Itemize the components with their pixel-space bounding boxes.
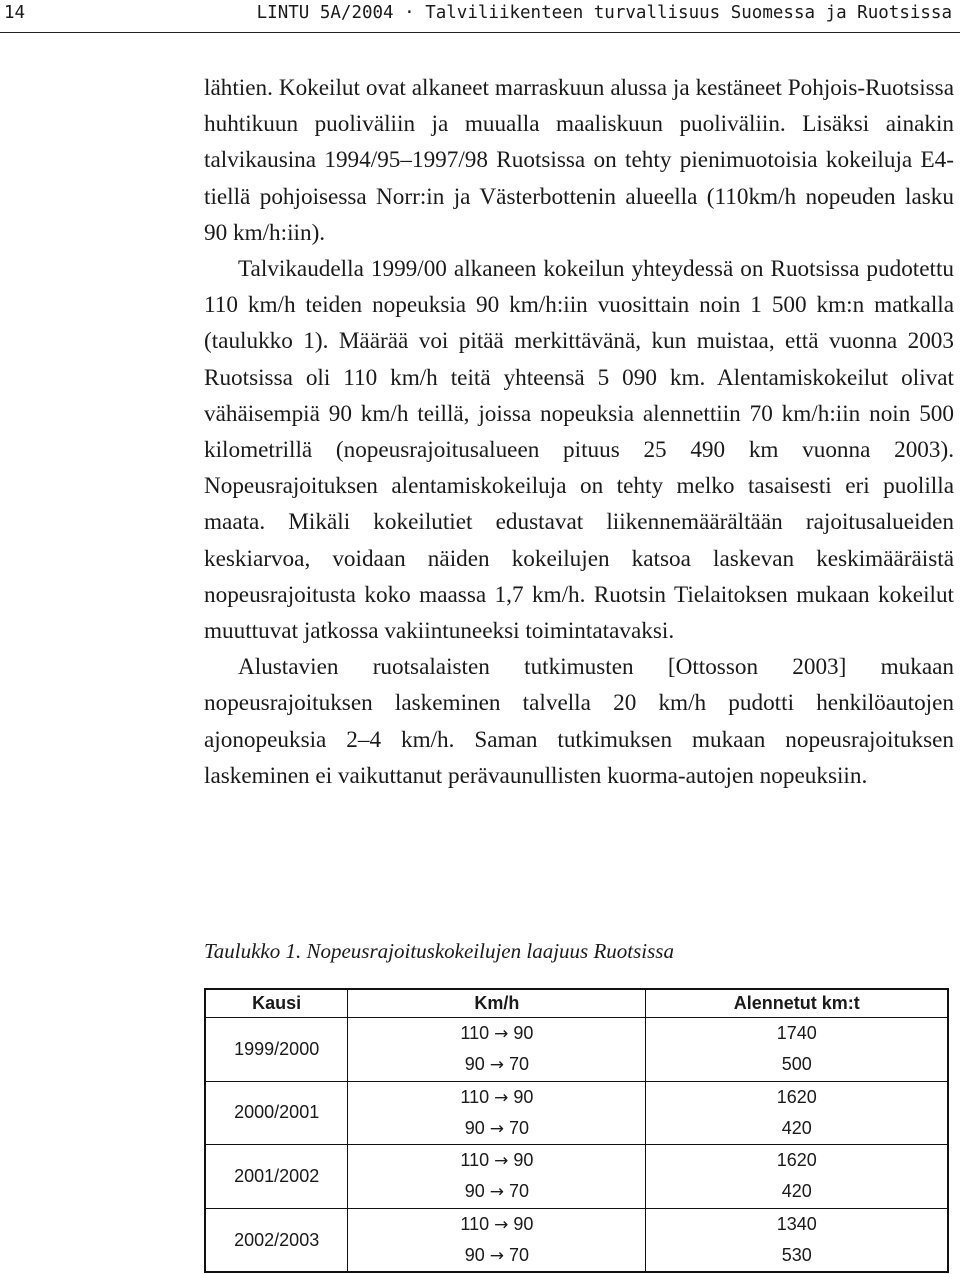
page-number: 14 bbox=[4, 3, 26, 23]
speed-to: 90 bbox=[513, 1213, 534, 1234]
arrow-right-icon: → bbox=[489, 1118, 505, 1139]
km-cell bbox=[646, 1208, 948, 1272]
table-row bbox=[205, 1145, 948, 1209]
table-row bbox=[205, 1018, 948, 1082]
speed-change bbox=[348, 1018, 645, 1049]
speed-from: 90 bbox=[464, 1181, 485, 1202]
speed-from: 90 bbox=[464, 1054, 485, 1075]
speed-to: 90 bbox=[513, 1023, 534, 1043]
reduced-km: 1740 bbox=[776, 1023, 817, 1043]
paragraph: Talvikaudella 1999/00 alkaneen kokeilun yhteydessä on Ruotsissa pudotettu 110 km/h teiden nopeuksia 90 km/h:iin vuosittain noin 1 500 km:n matkalla (taulukko 1). Määrää voi pitää merkittävänä, kun muistaa, että vuonna 2003 Ruotsissa oli 110 km/h teitä yhteensä 5 090 km. Alentamiskokeilut olivat vähäisempiä 90 km/h teillä, joissa nopeuksia alennettiin 70 km/h:iin noin 500 kilometrillä (nopeusrajoitusalueen pituus 25 490 km vuonna 2003). Nopeusrajoituksen alentamiskokeiluja on tehty melko tasaisesti eri puolilla maata. Mikäli kokeilutiet edustavat liikennemäärältään rajoitusalueiden keskiarvoa, voidaan näiden kokeilujen katsoa laskevan keskimääräistä nopeusrajoitusta koko maassa 1,7 km/h. Ruotsin Tielaitoksen mukaan kokeilut muuttuvat jatkossa vakiintuneeksi toimintatavaksi. bbox=[204, 256, 954, 645]
speed-to: 70 bbox=[509, 1054, 530, 1075]
header-alennetut: Alennetut km:t bbox=[646, 989, 948, 1018]
kausi-cell: 1999/2000 bbox=[205, 1018, 348, 1082]
kmh-cell bbox=[348, 1081, 646, 1145]
speed-change bbox=[348, 1113, 645, 1144]
speed-change bbox=[348, 1082, 645, 1113]
km-cell bbox=[646, 1018, 948, 1082]
speed-to: 90 bbox=[513, 1150, 534, 1171]
speed-change bbox=[348, 1049, 645, 1080]
speed-from: 110 bbox=[460, 1086, 490, 1107]
reduced-km: 1340 bbox=[776, 1213, 817, 1234]
reduced-km: 530 bbox=[781, 1245, 812, 1266]
kausi-cell: 2002/2003 bbox=[205, 1208, 348, 1272]
kausi-cell: 2000/2001 bbox=[205, 1081, 348, 1145]
arrow-right-icon: → bbox=[494, 1087, 509, 1108]
arrow-right-icon: → bbox=[489, 1246, 505, 1267]
speed-change bbox=[348, 1209, 645, 1240]
arrow-right-icon: → bbox=[494, 1214, 509, 1235]
speed-from: 110 bbox=[460, 1213, 490, 1234]
header-kmh: Km/h bbox=[348, 989, 646, 1018]
kmh-cell bbox=[348, 1018, 646, 1082]
reduced-km: 500 bbox=[781, 1054, 812, 1075]
arrow-right-icon: → bbox=[489, 1182, 505, 1203]
table-header-row bbox=[205, 989, 948, 1018]
kmh-cell bbox=[348, 1145, 646, 1209]
reduced-km: 420 bbox=[781, 1181, 812, 1202]
speed-to: 70 bbox=[509, 1245, 530, 1266]
speed-change bbox=[348, 1145, 645, 1176]
speed-to: 70 bbox=[509, 1181, 530, 1202]
reduced-km: 1620 bbox=[776, 1086, 817, 1107]
arrow-right-icon: → bbox=[494, 1024, 509, 1044]
running-title: LINTU 5A/2004 · Talviliikenteen turvallisuus Suomessa ja Ruotsissa bbox=[256, 3, 952, 23]
reduced-km: 420 bbox=[781, 1117, 812, 1138]
speed-from: 90 bbox=[464, 1245, 485, 1266]
paragraph: Alustavien ruotsalaisten tutkimusten [Ottosson 2003] mukaan nopeusrajoituksen laskeminen talvella 20 km/h pudotti henkilöautojen ajonopeuksia 2–4 km/h. Saman tutkimuksen mukaan nopeusrajoituksen laskeminen ei vaikuttanut perävaunullisten kuorma-autojen nopeuksiin. bbox=[204, 654, 954, 789]
paragraph: lähtien. Kokeilut ovat alkaneet marraskuun alussa ja kestäneet Pohjois-Ruotsissa huhtikuun puoliväliin ja muualla maaliskuun puoliväliin. Lisäksi ainakin talvikausina 1994/95–1997/98 Ruotsissa on tehty pienimuotoisia kokeiluja E4-tiellä pohjoisessa Norr:in ja Västerbottenin alueella (110km/h nopeuden lasku 90 km/h:iin). bbox=[204, 75, 954, 246]
speed-limit-table bbox=[204, 988, 949, 1273]
kausi-cell: 2001/2002 bbox=[205, 1145, 348, 1209]
reduced-km: 1620 bbox=[776, 1150, 817, 1171]
speed-to: 70 bbox=[509, 1117, 530, 1138]
arrow-right-icon: → bbox=[494, 1151, 509, 1172]
table-caption: Taulukko 1. Nopeusrajoituskokeilujen laajuus Ruotsissa bbox=[204, 939, 674, 963]
speed-from: 110 bbox=[460, 1150, 490, 1171]
arrow-right-icon: → bbox=[489, 1055, 505, 1076]
km-cell bbox=[646, 1145, 948, 1209]
speed-from: 110 bbox=[460, 1023, 490, 1043]
speed-change bbox=[348, 1240, 645, 1271]
header-kausi: Kausi bbox=[205, 989, 348, 1018]
speed-from: 90 bbox=[464, 1117, 485, 1138]
km-cell bbox=[646, 1081, 948, 1145]
table-row bbox=[205, 1208, 948, 1272]
speed-to: 90 bbox=[513, 1086, 534, 1107]
table-row bbox=[205, 1081, 948, 1145]
page-header bbox=[0, 0, 960, 33]
kmh-cell bbox=[348, 1208, 646, 1272]
speed-change bbox=[348, 1176, 645, 1207]
body-text bbox=[204, 70, 954, 794]
